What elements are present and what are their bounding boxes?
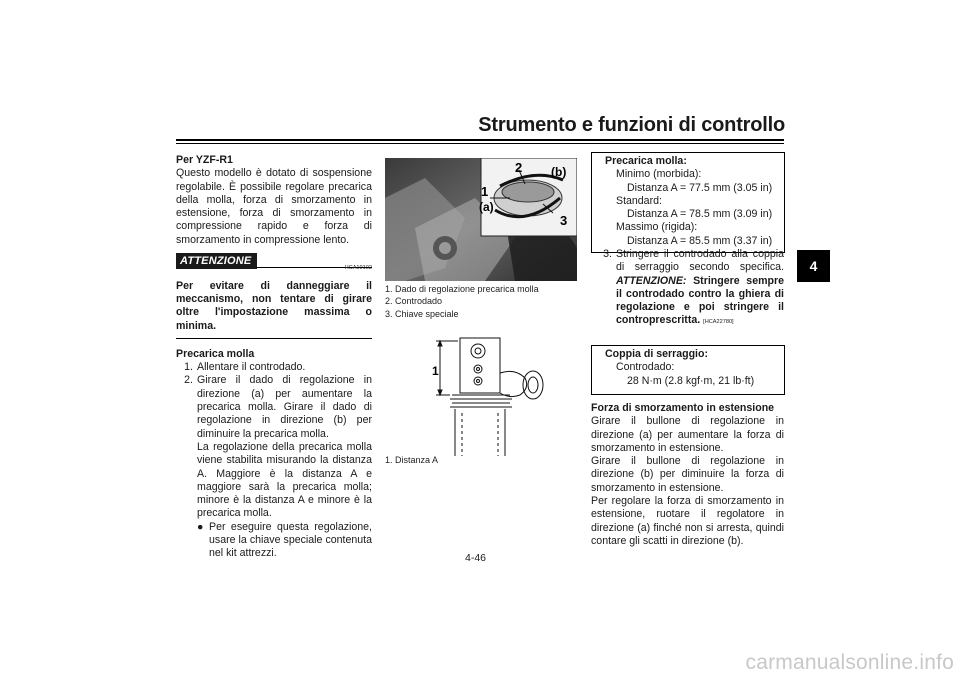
photo-caption: [385, 283, 580, 320]
chapter-tab: 4: [797, 250, 830, 282]
step-3-number: 3.: [603, 248, 612, 260]
step-2-text: [197, 374, 372, 520]
step-1-text: Allentare il controdado.: [197, 361, 306, 374]
torque-spec-title: Coppia di serraggio:: [605, 348, 709, 360]
attention-header: [176, 253, 372, 269]
attention-notice: [176, 253, 372, 339]
torque-value: 28 N·m (2.8 kgf·m, 21 lb·ft): [627, 374, 755, 387]
torque-spec-box: [591, 345, 785, 395]
model-title: Per YZF-R1: [176, 154, 233, 166]
step-1-number: 1.: [184, 361, 193, 374]
left-column: [176, 154, 372, 561]
preload-min-value: Distanza A = 77.5 mm (3.05 in): [627, 181, 773, 194]
attention-label: ATTENZIONE: [176, 253, 257, 269]
watermark: carmanualsonline.info: [745, 651, 954, 674]
photo-label-1: 1: [481, 184, 489, 199]
caption-item-2: 2. Controdado: [385, 296, 443, 307]
step-3-row: [591, 248, 784, 330]
photo-label-2: 2: [515, 160, 523, 175]
diagram-caption: 1. Distanza A: [385, 455, 439, 465]
header-rule-thin: [176, 143, 784, 144]
step-3: [591, 248, 784, 330]
preload-max-label: Massimo (rigida):: [616, 221, 698, 234]
step-1: [176, 361, 372, 374]
bullet-dot: ●: [197, 520, 204, 533]
step-3-attention-label: ATTENZIONE:: [616, 274, 687, 287]
step-3-attention-text: Stringere sempre il controdado contro la ghiera di regolazione e poi stringere il controprescritta.: [616, 274, 784, 327]
caption-item-3: 3. Chiave speciale: [385, 308, 459, 319]
section-title-preload: Precarica molla: [176, 347, 255, 360]
rebound-title: Forza di smorzamento in estensione: [591, 402, 775, 414]
photo-label-b: (b): [551, 165, 567, 179]
preload-std-value: Distanza A = 78.5 mm (3.09 in): [627, 208, 773, 221]
caption-item-1: 1. Dado di regolazione precarica molla: [385, 284, 539, 294]
attention-text: Per evitare di danneggiare il meccanismo, non tentare di girare oltre l'impostazione massima o minima.: [176, 279, 372, 332]
suspension-photo: [385, 158, 577, 281]
step-3-text: Stringere il controdado alla coppia di serraggio secondo specifica.: [616, 248, 784, 274]
step-2-text-a: Girare il dado di regolazione in direzione (a) per aumentare la precarica molla. Girare il dado di regolazione in direzione (b) per diminuire la precarica molla.: [197, 374, 372, 440]
photo-label-a: (a): [479, 200, 494, 214]
diagram-label-1: 1: [432, 364, 439, 378]
torque-label: Controdado:: [616, 361, 675, 374]
preload-min-label: Minimo (morbida):: [616, 168, 702, 181]
distance-diagram: [430, 333, 555, 456]
bullet-text: Per eseguire questa regolazione, usare la chiave speciale contenuta nel kit attrezzi.: [209, 520, 372, 560]
attention-end-rule: [176, 338, 372, 339]
step-3-code: [HCA22780]: [703, 319, 734, 326]
photo-label-3: 3: [560, 213, 568, 228]
suspension-photo-svg: [385, 158, 577, 281]
preload-std-label: Standard:: [616, 194, 662, 207]
preload-spec-title: Precarica molla:: [605, 155, 687, 167]
step-3-body: [616, 248, 784, 330]
step-2: [176, 374, 372, 520]
step-2-text-b: La regolazione della precarica molla viene stabilita misurando la distanza A. Maggiore è la distanza A e maggiore sarà la precarica molla; minore è la distanza A e minore è la precarica molla.: [197, 440, 372, 520]
header-rule: [176, 139, 784, 141]
step-2-number: 2.: [184, 374, 193, 387]
bullet-item: [197, 521, 372, 561]
preload-spec-box: [591, 152, 785, 253]
rebound-section: [591, 402, 784, 548]
intro-paragraph: Questo modello è dotato di sospensione regolabile. È possibile regolare precarica della molla, forza di smorzamento in estensione, forza di smorzamento in compressione rapido e forza di smorzamento in compressione lento.: [176, 167, 372, 246]
preload-max-value: Distanza A = 85.5 mm (3.37 in): [627, 234, 773, 247]
rebound-paragraph-2: Girare il bullone di regolazione in direzione (b) per diminuire la forza di smorzamento in estensione.: [591, 455, 784, 494]
page-header-title: Strumento e funzioni di controllo: [478, 114, 785, 136]
distance-diagram-svg: [430, 333, 555, 456]
attention-code: HCA10102: [344, 265, 372, 272]
rebound-paragraph-3: Per regolare la forza di smorzamento in estensione, ruotare il regolatore in direzione (a) finché non si arresta, quindi contare gli scatti in direzione (b).: [591, 495, 784, 547]
page-number: 4-46: [465, 552, 487, 564]
rebound-paragraph-1: Girare il bullone di regolazione in direzione (a) per aumentare la forza di smorzamento in estensione.: [591, 415, 784, 454]
